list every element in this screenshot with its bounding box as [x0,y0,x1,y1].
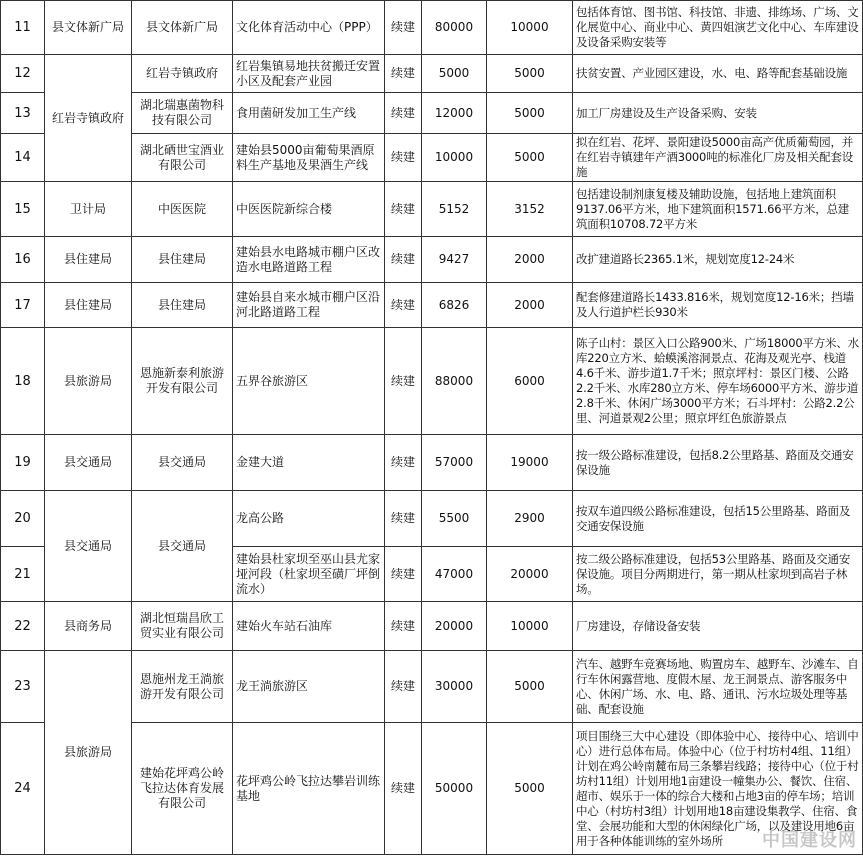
project-name: 龙高公路 [233,491,385,547]
construction-type: 续建 [385,1,422,55]
total-investment: 10000 [422,134,487,182]
construction-type: 续建 [385,435,422,491]
project-owner: 建始花坪鸡公岭飞拉达体育发展有限公司 [132,723,233,855]
annual-investment: 2900 [487,491,573,547]
annual-investment: 5000 [487,55,573,93]
annual-investment: 2000 [487,283,573,328]
annual-investment: 2000 [487,237,573,283]
table-row [1,237,863,283]
total-investment: 5000 [422,55,487,93]
row-number: 13 [1,93,45,134]
responsible-unit: 县商务局 [45,602,132,651]
annual-investment: 10000 [487,1,573,55]
total-investment: 47000 [422,547,487,602]
construction-type: 续建 [385,547,422,602]
construction-type: 续建 [385,182,422,237]
annual-investment: 5000 [487,651,573,723]
responsible-unit: 县住建局 [45,283,132,328]
total-investment: 12000 [422,93,487,134]
construction-content: 按一级公路标准建设，包括8.2公里路基、路面及交通安保设施 [573,435,863,491]
project-name: 食用菌研发加工生产线 [233,93,385,134]
construction-content: 改扩建道路长2365.1米，规划宽度12-24米 [573,237,863,283]
construction-type: 续建 [385,134,422,182]
responsible-unit: 红岩寺镇政府 [45,55,132,182]
responsible-unit: 县住建局 [45,237,132,283]
total-investment: 20000 [422,602,487,651]
row-number: 11 [1,1,45,55]
project-owner: 湖北硒世宝酒业有限公司 [132,134,233,182]
responsible-unit: 县交通局 [45,491,132,602]
total-investment: 6826 [422,283,487,328]
watermark: 中国建设网 [762,830,857,851]
project-name: 中医医院新综合楼 [233,182,385,237]
table-row [1,1,863,55]
project-owner: 县交通局 [132,491,233,602]
construction-content: 项目围绕三大中心建设（即体验中心、接待中心、培训中心）进行总体布局。体验中心（位于村坊村4组、11组）计划在鸡公岭南麓布局三条攀岩线路；接待中心（位于村坊村11组）计划用地1亩建设一幢集办公、餐饮、住宿、超市、娱乐于一体的综合大楼和占地3亩的停车场；培训中心（村坊村3组）计划用地18亩建设集教学、住宿、食堂、会展功能和大型的休闲绿化广场，以及建设用地6亩用于各种体能训练的室外场所 [573,723,863,855]
project-name: 建始县自来水城市棚户区沿河北路道路工程 [233,283,385,328]
construction-content: 配套修建道路长1433.816米，规划宽度12-16米；挡墙及人行道护栏长930米 [573,283,863,328]
project-owner: 县文体新广局 [132,1,233,55]
row-number: 16 [1,237,45,283]
construction-content: 厂房建设，存储设备安装 [573,602,863,651]
total-investment: 9427 [422,237,487,283]
annual-investment: 19000 [487,435,573,491]
construction-content: 拟在红岩、花坪、景阳建设5000亩高产优质葡萄园，并在红岩寺镇建年产酒3000吨的标准化厂房及相关配套设施 [573,134,863,182]
construction-content: 汽车、越野车竞赛场地、购置房车、越野车、沙滩车、自行车休闲露营地、度假木屋、龙王洞景点、游客服务中心、休闲广场、水、电、路、通讯、污水垃圾处理等基础、配套设施 [573,651,863,723]
project-owner: 湖北瑞惠菌物科技有限公司 [132,93,233,134]
construction-type: 续建 [385,93,422,134]
project-owner: 红岩寺镇政府 [132,55,233,93]
table-row [1,182,863,237]
total-investment: 88000 [422,328,487,435]
construction-type: 续建 [385,723,422,855]
responsible-unit: 县交通局 [45,435,132,491]
row-number: 17 [1,283,45,328]
construction-content: 扶贫安置、产业园区建设，水、电、路等配套基础设施 [573,55,863,93]
construction-type: 续建 [385,55,422,93]
row-number: 22 [1,602,45,651]
row-number: 19 [1,435,45,491]
project-name: 龙王淌旅游区 [233,651,385,723]
table-row [1,651,863,723]
table-row [1,602,863,651]
construction-type: 续建 [385,491,422,547]
row-number: 23 [1,651,45,723]
construction-content: 按双车道四级公路标准建设，包括15公里路基、路面及交通安保设施 [573,491,863,547]
project-name: 红岩集镇易地扶贫搬迁安置小区及配套产业园 [233,55,385,93]
project-name: 花坪鸡公岭飞拉达攀岩训练基地 [233,723,385,855]
project-name: 金建大道 [233,435,385,491]
annual-investment: 5000 [487,723,573,855]
responsible-unit: 县旅游局 [45,328,132,435]
total-investment: 30000 [422,651,487,723]
project-name: 建始火车站石油库 [233,602,385,651]
table-row [1,55,863,93]
total-investment: 57000 [422,435,487,491]
row-number: 18 [1,328,45,435]
project-owner: 县住建局 [132,283,233,328]
project-owner: 县住建局 [132,237,233,283]
project-owner: 恩施州龙王淌旅游开发有限公司 [132,651,233,723]
construction-content: 包括体育馆、图书馆、科技馆、非遗、排练场、广场、文化展览中心、商业中心、黄四姐演艺文化中心、车库建设及设备采购安装等 [573,1,863,55]
project-owner: 恩施新泰利旅游开发有限公司 [132,328,233,435]
table-row [1,283,863,328]
row-number: 15 [1,182,45,237]
construction-content: 包括建设制剂康复楼及辅助设施，包括地上建筑面积9137.06平方米，地下建筑面积1571.66平方米，总建筑面积10708.72平方米 [573,182,863,237]
project-name: 文化体育活动中心（PPP） [233,1,385,55]
row-number: 20 [1,491,45,547]
annual-investment: 5000 [487,134,573,182]
annual-investment: 20000 [487,547,573,602]
responsible-unit: 卫计局 [45,182,132,237]
project-name: 建始县5000亩葡萄果酒原料生产基地及果酒生产线 [233,134,385,182]
construction-type: 续建 [385,328,422,435]
annual-investment: 10000 [487,602,573,651]
project-name: 建始县水电路城市棚户区改造水电路道路工程 [233,237,385,283]
row-number: 12 [1,55,45,93]
row-number: 14 [1,134,45,182]
construction-type: 续建 [385,237,422,283]
total-investment: 5152 [422,182,487,237]
project-owner: 县交通局 [132,435,233,491]
construction-content: 加工厂房建设及生产设备采购、安装 [573,93,863,134]
total-investment: 50000 [422,723,487,855]
responsible-unit: 县文体新广局 [45,1,132,55]
construction-type: 续建 [385,283,422,328]
total-investment: 5500 [422,491,487,547]
construction-content: 陈子山村：景区入口公路900米、广场18000平方米、水库220立方米、蛤蟆溪溶洞景点、花海及观光亭、栈道4.6千米、游步道1.7千米；照京坪村：景区门楼、公路2.2千米、水库280立方米、停车场6000平方米、游步道2.8千米、休闲广场3000平方米；石斗坪村：公路2.2公里、河道景观2公里；照京坪红色旅游景点 [573,328,863,435]
row-number: 24 [1,723,45,855]
table-row [1,491,863,547]
project-name: 五界谷旅游区 [233,328,385,435]
construction-type: 续建 [385,651,422,723]
annual-investment: 5000 [487,93,573,134]
construction-type: 续建 [385,602,422,651]
row-number: 21 [1,547,45,602]
annual-investment: 6000 [487,328,573,435]
table-row [1,435,863,491]
total-investment: 80000 [422,1,487,55]
project-name: 建始县杜家坝至巫山县尤家垭河段（杜家坝至磺厂坪倒流水） [233,547,385,602]
table-row [1,328,863,435]
construction-content: 按二级公路标准建设，包括53公里路基、路面及交通安保设施。项目分两期进行，第一期从杜家坝到高岩子林场。 [573,547,863,602]
responsible-unit: 县旅游局 [45,651,132,855]
project-owner: 中医医院 [132,182,233,237]
annual-investment: 3152 [487,182,573,237]
project-owner: 湖北恒瑞昌欣工贸实业有限公司 [132,602,233,651]
